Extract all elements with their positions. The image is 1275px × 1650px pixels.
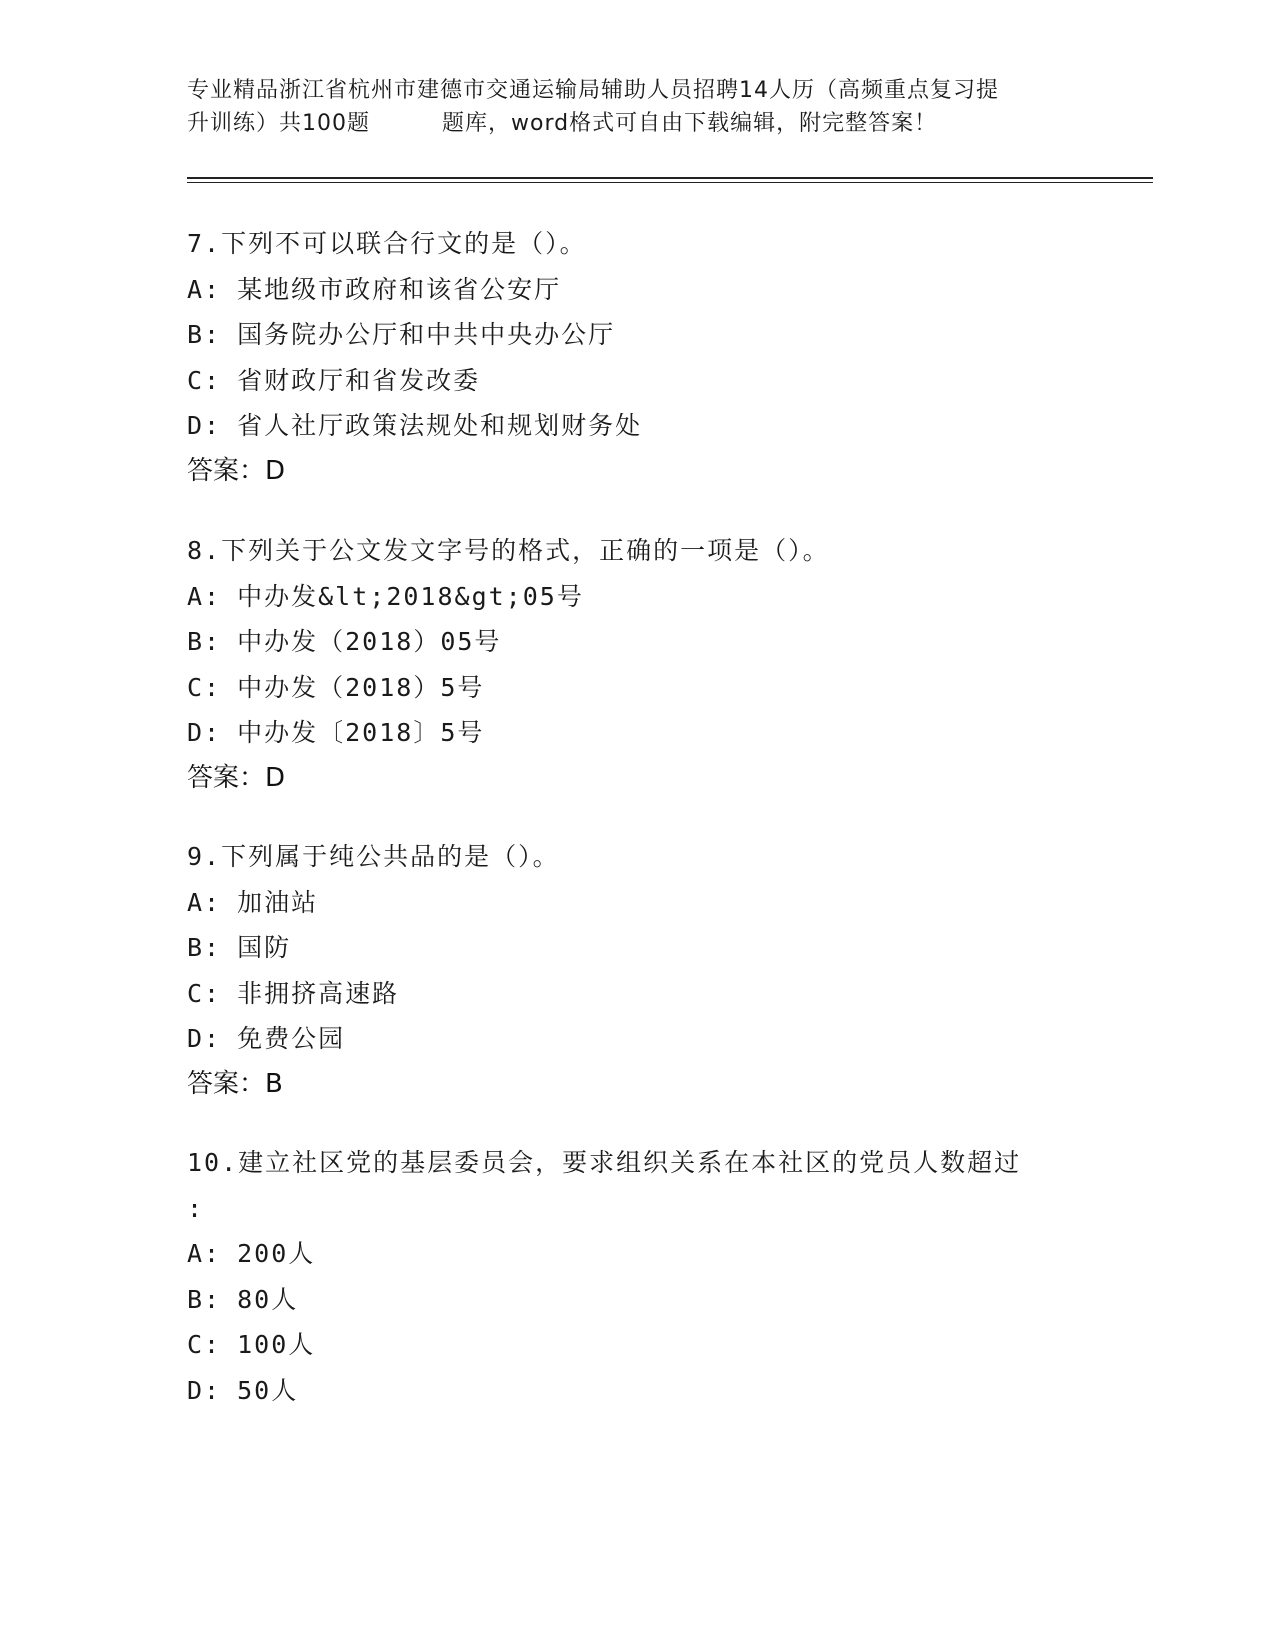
option-letter: C: [187, 1330, 222, 1359]
answer-line: 答案：B [187, 1068, 283, 1099]
header-line-2-left: 升训练）共100题 [187, 111, 370, 136]
option-c [187, 971, 1087, 1017]
option-text: 200人 [237, 1239, 316, 1268]
question-9 [187, 834, 1087, 1107]
option-b [187, 312, 1087, 358]
option-letter: B: [187, 320, 222, 349]
option-c [187, 665, 1087, 711]
question-stem: 8.下列关于公文发文字号的格式，正确的一项是（）。 [187, 536, 830, 565]
document-header [187, 74, 1087, 140]
option-b [187, 925, 1087, 971]
option-letter: B: [187, 1284, 222, 1314]
option-text: 50人 [237, 1375, 299, 1405]
question-stem: 10.建立社区党的基层委员会，要求组织关系在本社区的党员人数超过 [187, 1148, 1022, 1177]
option-letter: B: [187, 627, 222, 656]
option-letter: D: [187, 1024, 222, 1053]
option-d [187, 403, 1087, 449]
question-stem: 9.下列属于纯公共品的是（）。 [187, 842, 560, 871]
header-line-2 [187, 107, 1087, 140]
question-7 [187, 221, 1087, 494]
option-d [187, 1368, 1087, 1414]
header-divider-thick [187, 177, 1153, 179]
question-10 [187, 1140, 1087, 1413]
option-letter: D: [187, 1375, 222, 1405]
option-text: 某地级市政府和该省公安厅 [237, 274, 562, 304]
option-text: 100人 [237, 1330, 316, 1359]
option-a [187, 1231, 1087, 1277]
option-text: 省财政厅和省发改委 [237, 365, 481, 395]
option-text: 非拥挤高速路 [237, 978, 400, 1008]
option-text: 中办发〔2018〕5号 [237, 718, 485, 747]
header-line-2-right: 题库，word格式可自由下载编辑，附完整答案！ [442, 111, 938, 136]
option-letter: C: [187, 978, 222, 1008]
option-text: 免费公园 [237, 1024, 346, 1053]
option-b [187, 619, 1087, 665]
header-divider-thin [187, 182, 1153, 183]
option-letter: D: [187, 718, 222, 747]
question-8 [187, 528, 1087, 801]
option-text: 国防 [237, 933, 292, 962]
answer-line: 答案：D [187, 762, 286, 793]
option-b [187, 1277, 1087, 1323]
option-letter: A: [187, 1239, 222, 1268]
option-letter: B: [187, 933, 222, 962]
option-a [187, 574, 1087, 620]
option-c [187, 358, 1087, 404]
option-letter: C: [187, 672, 222, 702]
option-letter: A: [187, 581, 222, 611]
option-text: 中办发&lt;2018&gt;05号 [237, 581, 584, 611]
option-c [187, 1322, 1087, 1368]
answer-line: 答案：D [187, 455, 286, 486]
option-letter: A: [187, 887, 222, 917]
question-stem-continued: : [187, 1193, 205, 1223]
option-text: 加油站 [237, 887, 319, 917]
option-a [187, 267, 1087, 313]
option-text: 中办发（2018）05号 [237, 627, 502, 656]
option-text: 省人社厅政策法规处和规划财务处 [237, 411, 643, 440]
option-letter: A: [187, 274, 222, 304]
question-stem: 7.下列不可以联合行文的是（）。 [187, 229, 587, 258]
option-d [187, 710, 1087, 756]
option-text: 国务院办公厅和中共中央办公厅 [237, 320, 616, 349]
option-text: 中办发（2018）5号 [237, 672, 485, 702]
option-letter: D: [187, 411, 222, 440]
header-line-1: 专业精品浙江省杭州市建德市交通运输局辅助人员招聘14人历（高频重点复习提 [187, 78, 999, 103]
option-d [187, 1016, 1087, 1062]
option-a [187, 880, 1087, 926]
option-letter: C: [187, 365, 222, 395]
option-text: 80人 [237, 1284, 299, 1314]
